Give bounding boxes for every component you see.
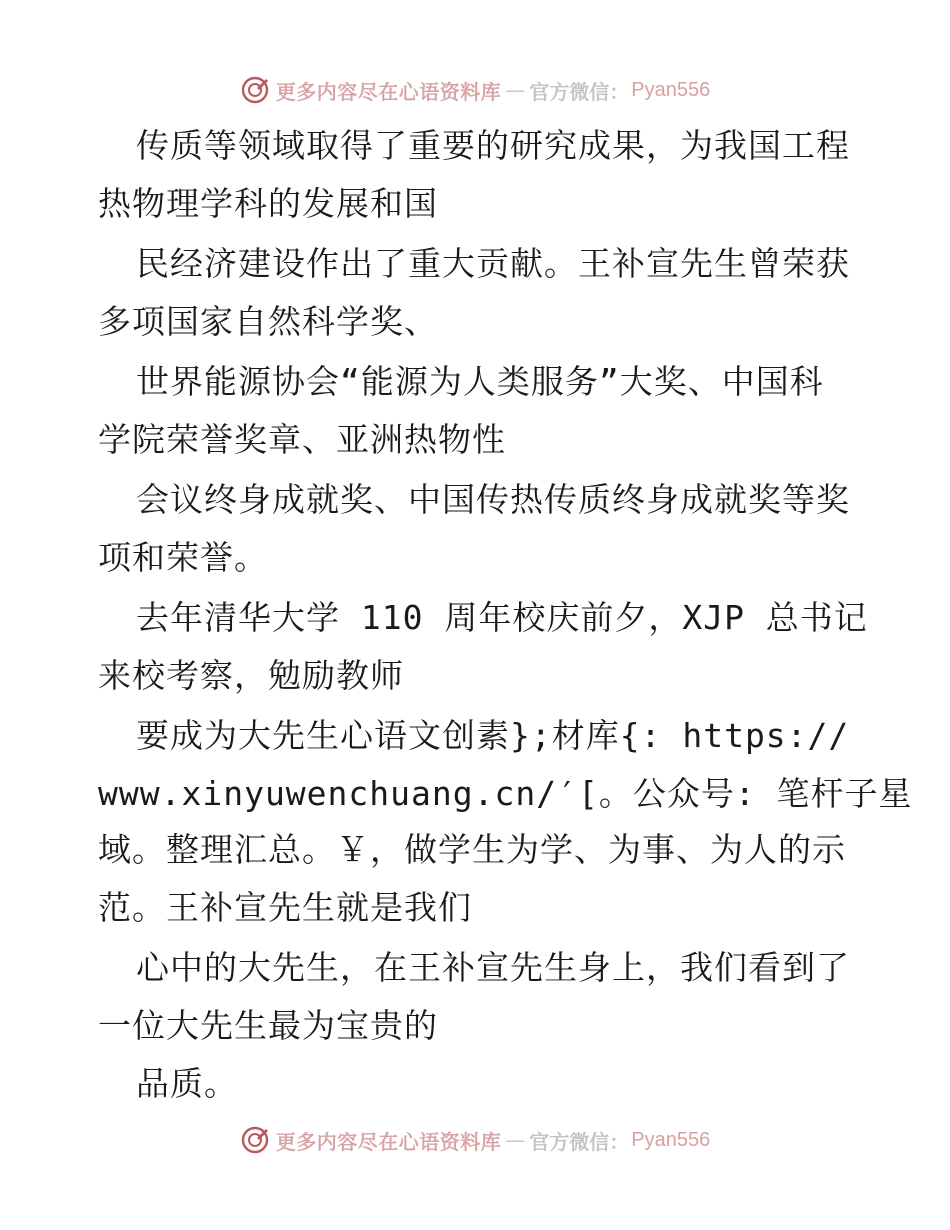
body-line: 要成为大先生心语文创素};材库{: https:// [136,716,850,755]
body-line: 世界能源协会“能源为人类服务”大奖、中国科 [136,362,824,401]
header-banner [0,70,950,110]
body-line: 品质。 [136,1064,238,1103]
header-wechat-label: 官方微信： [529,79,630,104]
body-line: 会议终身成就奖、中国传热传质终身成就奖等奖 [136,480,850,519]
footer-banner-dash: — [505,1128,526,1152]
body-line: 学院荣誉奖章、亚洲热物性 [98,420,506,459]
footer-banner [0,1120,950,1160]
body-line: 范。王补宣先生就是我们 [98,888,472,927]
footer-wechat-label: 官方微信： [529,1129,630,1154]
header-banner-text: 更多内容尽在心语资料库 [275,79,502,104]
body-line: 心中的大先生，在王补宣先生身上，我们看到了 [136,948,850,987]
body-line: 域。整理汇总。￥，做学生为学、为事、为人的示 [98,830,846,869]
body-line: 一位大先生最为宝贵的 [98,1006,438,1045]
footer-wechat-id: Pyan556 [631,1128,711,1151]
body-line: 来校考察，勉励教师 [98,656,404,695]
body-line: 去年清华大学 110 周年校庆前夕，XJP 总书记 [136,598,868,637]
body-line: www.xinyuwenchuang.cn/′[。公众号: 笔杆子星 [98,774,913,813]
pen-logo-icon [240,1125,270,1155]
footer-banner-text: 更多内容尽在心语资料库 [275,1129,502,1154]
body-line: 多项国家自然科学奖、 [98,302,438,341]
header-wechat-id: Pyan556 [631,78,711,101]
body-line: 热物理学科的发展和国 [98,184,438,223]
header-banner-dash: — [505,78,526,102]
body-line: 民经济建设作出了重大贡献。王补宣先生曾荣获 [136,244,850,283]
body-line: 项和荣誉。 [98,538,268,577]
body-line: 传质等领域取得了重要的研究成果，为我国工程 [136,126,850,165]
pen-logo-icon [240,75,270,105]
